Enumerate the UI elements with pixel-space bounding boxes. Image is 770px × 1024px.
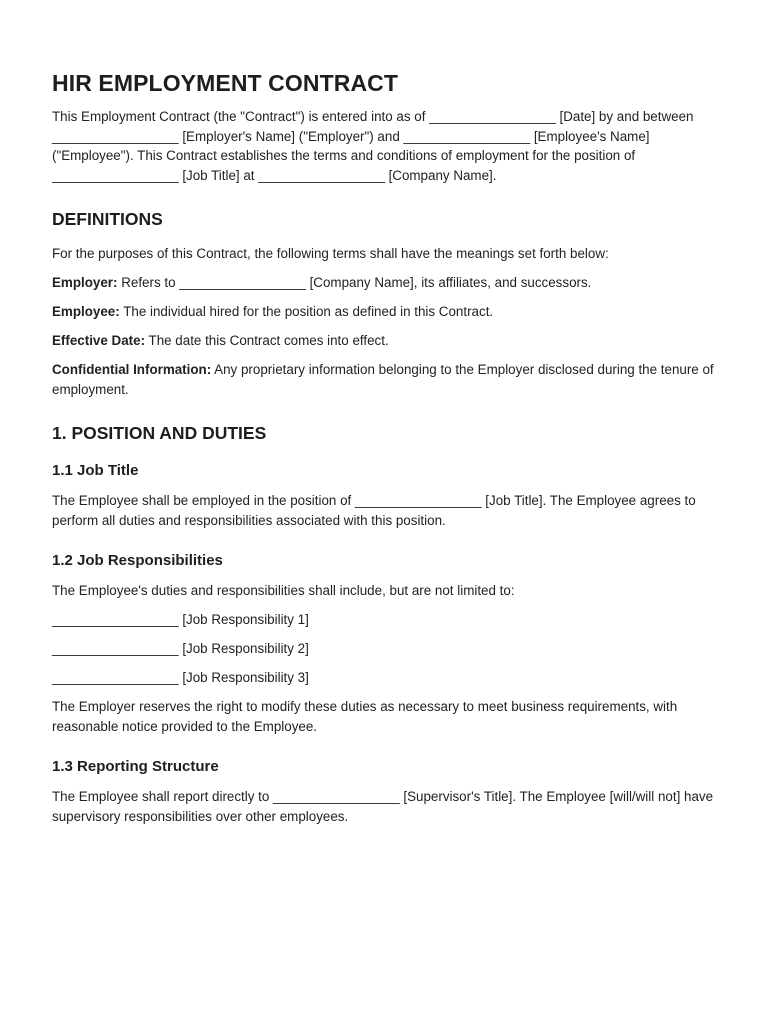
definition-text: Refers to _________________ [Company Name], its affiliates, and successors. xyxy=(117,275,592,290)
definition-term: Employer: xyxy=(52,275,118,290)
definitions-heading: DEFINITIONS xyxy=(52,209,163,229)
definitions-lead: For the purposes of this Contract, the following terms shall have the meanings set forth below: xyxy=(52,246,609,261)
job-title-paragraph: The Employee shall be employed in the position of _________________ [Job Title]. The Employee agrees to perform all duties and responsibilities associated with this position. xyxy=(52,493,696,528)
responsibilities-closing: The Employer reserves the right to modify these duties as necessary to meet business requirements, with reasonable notice provided to the Employee. xyxy=(52,699,678,734)
section-1-1-heading: 1.1 Job Title xyxy=(52,462,139,479)
intro-paragraph: This Employment Contract (the "Contract") is entered into as of _________________ [Date] by and between _________________ [Employer's Name] ("Employer") and _________________ [Employee's Name] ("Employee"). This Contract establishes the terms and conditions of employment for the position of _________________ [Job Title] at _________________ [Company Name]. xyxy=(52,109,694,183)
definition-term: Effective Date: xyxy=(52,333,146,348)
reporting-paragraph: The Employee shall report directly to _________________ [Supervisor's Title]. The Employee [will/will not] have supervisory responsibilities over other employees. xyxy=(52,789,714,824)
definition-text: Any proprietary information belonging to the Employer disclosed during the tenure of employment. xyxy=(52,362,714,397)
definition-text: The individual hired for the position as defined in this Contract. xyxy=(119,304,494,319)
definition-term: Confidential Information: xyxy=(52,362,212,377)
section-1-2-heading: 1.2 Job Responsibilities xyxy=(52,552,223,569)
definition-effective-date xyxy=(52,331,720,351)
definition-confidential-information xyxy=(52,360,720,399)
definition-employer xyxy=(52,273,720,293)
section-1-heading: 1. POSITION AND DUTIES xyxy=(52,423,267,443)
document-title: HIR EMPLOYMENT CONTRACT xyxy=(52,70,399,96)
responsibility-item-3: _________________ [Job Responsibility 3] xyxy=(52,670,309,685)
responsibilities-lead: The Employee's duties and responsibilities shall include, but are not limited to: xyxy=(52,583,515,598)
definition-text: The date this Contract comes into effect. xyxy=(145,333,389,348)
responsibility-item-2: _________________ [Job Responsibility 2] xyxy=(52,641,309,656)
section-1-3-heading: 1.3 Reporting Structure xyxy=(52,758,219,775)
responsibility-item-1: _________________ [Job Responsibility 1] xyxy=(52,612,309,627)
definition-term: Employee: xyxy=(52,304,120,319)
definition-employee xyxy=(52,302,720,322)
